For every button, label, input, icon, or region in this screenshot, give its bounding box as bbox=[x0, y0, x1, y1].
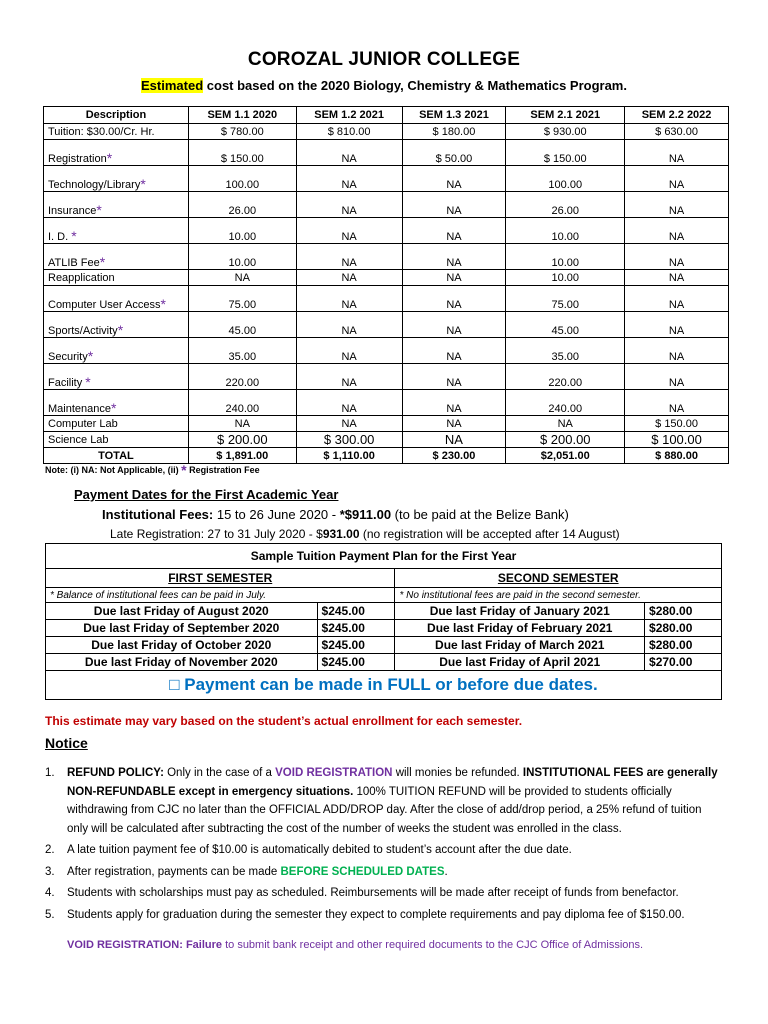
table-cell: $ 810.00 bbox=[296, 124, 402, 140]
inst-fee-label: Institutional Fees: bbox=[102, 507, 214, 522]
table-cell: 10.00 bbox=[506, 244, 625, 270]
registration-fee-star: * bbox=[117, 322, 124, 338]
table-row bbox=[44, 286, 729, 312]
late-reg-amount: 931.00 bbox=[322, 527, 360, 541]
cost-table bbox=[43, 106, 729, 464]
table-cell: NA bbox=[625, 140, 729, 166]
subtitle bbox=[0, 78, 768, 93]
total-cell: $ 1,891.00 bbox=[188, 448, 296, 464]
table-cell: NA bbox=[625, 192, 729, 218]
total-cell: $2,051.00 bbox=[506, 448, 625, 464]
due-amount: $245.00 bbox=[317, 654, 395, 671]
total-cell: $ 1,110.00 bbox=[296, 448, 402, 464]
row-label: I. D. bbox=[48, 231, 72, 243]
table-cell: 45.00 bbox=[506, 312, 625, 338]
late-reg-text: Late Registration: 27 to 31 July 2020 - $ bbox=[110, 527, 323, 541]
plan-row bbox=[46, 654, 722, 671]
table-cell: 220.00 bbox=[188, 364, 296, 390]
table-cell: NA bbox=[188, 270, 296, 286]
row-label: Security bbox=[48, 351, 88, 363]
table-cell: NA bbox=[296, 270, 402, 286]
notice-item-number: 5. bbox=[45, 908, 55, 921]
row-description bbox=[44, 312, 189, 338]
table-cell: NA bbox=[188, 416, 296, 432]
table-row bbox=[44, 192, 729, 218]
void-registration-text: VOID REGISTRATION bbox=[275, 767, 393, 779]
row-label: Science Lab bbox=[48, 433, 109, 446]
notice-text: Only in the case of a bbox=[163, 767, 276, 779]
due-date: Due last Friday of October 2020 bbox=[46, 637, 318, 654]
notice-heading: Notice bbox=[45, 735, 88, 751]
due-date: Due last Friday of January 2021 bbox=[395, 603, 645, 620]
table-cell: NA bbox=[625, 270, 729, 286]
table-cell: NA bbox=[296, 338, 402, 364]
table-cell: NA bbox=[506, 416, 625, 432]
due-date: Due last Friday of November 2020 bbox=[46, 654, 318, 671]
table-cell: NA bbox=[625, 390, 729, 416]
notice-item bbox=[45, 906, 725, 925]
void-label: VOID REGISTRATION: Failure bbox=[67, 939, 223, 951]
subtitle-highlight: Estimated bbox=[141, 78, 204, 93]
table-cell: 75.00 bbox=[188, 286, 296, 312]
table-cell: NA bbox=[402, 218, 506, 244]
table-cell: NA bbox=[402, 312, 506, 338]
refund-policy-label: REFUND POLICY: bbox=[67, 767, 164, 779]
row-description bbox=[44, 244, 189, 270]
table-cell: $ 630.00 bbox=[625, 124, 729, 140]
table-cell: NA bbox=[296, 312, 402, 338]
table-cell: 240.00 bbox=[188, 390, 296, 416]
table-cell: 100.00 bbox=[506, 166, 625, 192]
due-amount: $280.00 bbox=[645, 637, 722, 654]
table-note bbox=[45, 462, 260, 478]
column-header: Description bbox=[44, 107, 189, 124]
due-date: Due last Friday of August 2020 bbox=[46, 603, 318, 620]
table-cell: 26.00 bbox=[188, 192, 296, 218]
row-description bbox=[44, 432, 189, 448]
first-semester-note: * Balance of institutional fees can be paid in July. bbox=[46, 588, 395, 603]
registration-fee-star: * bbox=[99, 254, 106, 270]
notice-item bbox=[45, 764, 725, 838]
table-row bbox=[44, 338, 729, 364]
note-text: Note: (i) NA: Not Applicable, (ii) bbox=[45, 465, 182, 475]
late-registration-line bbox=[110, 527, 620, 541]
table-cell: NA bbox=[296, 140, 402, 166]
table-cell: 10.00 bbox=[506, 270, 625, 286]
due-date: Due last Friday of September 2020 bbox=[46, 620, 318, 637]
table-cell: $ 200.00 bbox=[506, 432, 625, 448]
estimate-warning: This estimate may vary based on the student’s actual enrollment for each semester. bbox=[45, 714, 523, 728]
institutional-fees-line bbox=[102, 507, 569, 522]
row-label: Facility bbox=[48, 377, 86, 389]
row-description bbox=[44, 390, 189, 416]
payment-full-row bbox=[46, 671, 722, 700]
table-cell: NA bbox=[625, 286, 729, 312]
table-row bbox=[44, 416, 729, 432]
registration-fee-star: * bbox=[71, 228, 77, 244]
row-description bbox=[44, 218, 189, 244]
row-description bbox=[44, 364, 189, 390]
due-amount: $270.00 bbox=[645, 654, 722, 671]
inst-fee-dates: 15 to 26 June 2020 - bbox=[213, 507, 340, 522]
total-row bbox=[44, 448, 729, 464]
before-scheduled-dates-text: BEFORE SCHEDULED DATES bbox=[280, 865, 445, 878]
note-suffix: Registration Fee bbox=[186, 465, 260, 475]
void-registration-note bbox=[67, 939, 643, 951]
table-row bbox=[44, 140, 729, 166]
table-cell: NA bbox=[402, 432, 506, 448]
table-row bbox=[44, 244, 729, 270]
notice-item bbox=[45, 884, 725, 903]
column-header: SEM 2.2 2022 bbox=[625, 107, 729, 124]
column-header: SEM 2.1 2021 bbox=[506, 107, 625, 124]
due-date: Due last Friday of February 2021 bbox=[395, 620, 645, 637]
table-cell: NA bbox=[296, 218, 402, 244]
row-label: Registration bbox=[48, 153, 107, 165]
table-cell: NA bbox=[402, 270, 506, 286]
notice-item-number: 2. bbox=[45, 844, 55, 856]
column-header: SEM 1.3 2021 bbox=[402, 107, 506, 124]
due-amount: $245.00 bbox=[317, 637, 395, 654]
table-cell: NA bbox=[402, 364, 506, 390]
plan-row bbox=[46, 603, 722, 620]
table-cell: 100.00 bbox=[188, 166, 296, 192]
table-cell: NA bbox=[625, 338, 729, 364]
notice-text: 100% TUITION REFUND will be provided to students officially withdrawing from CJC no later than the OFFICIAL ADD/DROP day. After the close of add/drop period, a 25% refund of tuition only will be calculated after subtracting the cost of the number of weeks the student was enrolled in the class. bbox=[67, 785, 702, 835]
inst-fee-suffix: (to be paid at the Belize Bank) bbox=[391, 507, 569, 522]
table-cell: NA bbox=[402, 192, 506, 218]
payment-plan-table bbox=[45, 543, 722, 700]
table-cell: $ 300.00 bbox=[296, 432, 402, 448]
row-description bbox=[44, 338, 189, 364]
table-cell: 35.00 bbox=[188, 338, 296, 364]
table-cell: 35.00 bbox=[506, 338, 625, 364]
table-cell: 26.00 bbox=[506, 192, 625, 218]
table-cell: 10.00 bbox=[188, 218, 296, 244]
due-amount: $280.00 bbox=[645, 603, 722, 620]
table-cell: NA bbox=[296, 364, 402, 390]
table-cell: NA bbox=[402, 338, 506, 364]
notice-item-number: 3. bbox=[45, 865, 55, 878]
table-cell: NA bbox=[296, 286, 402, 312]
table-cell: $ 780.00 bbox=[188, 124, 296, 140]
row-label: Maintenance bbox=[48, 403, 111, 415]
table-row bbox=[44, 432, 729, 448]
table-cell: NA bbox=[296, 390, 402, 416]
table-cell: NA bbox=[402, 390, 506, 416]
row-description bbox=[44, 270, 189, 286]
notice-text: will monies be refunded. bbox=[392, 767, 523, 779]
table-row bbox=[44, 270, 729, 286]
notice-item-number: 4. bbox=[45, 887, 55, 899]
registration-fee-star: * bbox=[96, 202, 102, 218]
registration-fee-star: * bbox=[87, 348, 94, 364]
row-label: Insurance bbox=[48, 205, 97, 217]
cost-table-body bbox=[44, 124, 729, 464]
table-cell: NA bbox=[296, 192, 402, 218]
row-description bbox=[44, 166, 189, 192]
second-semester-heading: SECOND SEMESTER bbox=[395, 569, 722, 588]
row-label: Technology/Library bbox=[48, 179, 141, 191]
notice-text: Students with scholarships must pay as scheduled. Reimbursements will be made after receipt of funds from benefactor. bbox=[67, 887, 679, 899]
table-row bbox=[44, 166, 729, 192]
registration-fee-star: * bbox=[160, 296, 166, 312]
inst-fee-amount: *$911.00 bbox=[339, 507, 392, 522]
table-cell: $ 180.00 bbox=[402, 124, 506, 140]
table-cell: NA bbox=[625, 364, 729, 390]
table-cell: NA bbox=[402, 286, 506, 312]
row-description bbox=[44, 192, 189, 218]
table-cell: $ 100.00 bbox=[625, 432, 729, 448]
table-cell: NA bbox=[296, 166, 402, 192]
column-header: SEM 1.1 2020 bbox=[188, 107, 296, 124]
plan-title: Sample Tuition Payment Plan for the First Year bbox=[46, 544, 722, 569]
table-cell: $ 150.00 bbox=[188, 140, 296, 166]
table-row bbox=[44, 312, 729, 338]
notice-text: A late tuition payment fee of $10.00 is automatically debited to student’s account after the due date. bbox=[67, 844, 572, 856]
plan-row bbox=[46, 620, 722, 637]
row-description bbox=[44, 416, 189, 432]
table-cell: NA bbox=[402, 166, 506, 192]
table-cell: $ 50.00 bbox=[402, 140, 506, 166]
registration-fee-star: * bbox=[106, 150, 113, 166]
table-cell: 10.00 bbox=[188, 244, 296, 270]
due-date: Due last Friday of March 2021 bbox=[395, 637, 645, 654]
table-cell: 75.00 bbox=[506, 286, 625, 312]
column-header: SEM 1.2 2021 bbox=[296, 107, 402, 124]
table-cell: NA bbox=[296, 416, 402, 432]
notice-text: . bbox=[444, 865, 448, 878]
due-amount: $245.00 bbox=[317, 603, 395, 620]
total-label: TOTAL bbox=[44, 448, 189, 464]
table-row bbox=[44, 390, 729, 416]
table-cell: 220.00 bbox=[506, 364, 625, 390]
notice-text: Students apply for graduation during the semester they expect to complete requirements and pay diploma fee of $150.00. bbox=[67, 908, 685, 921]
void-text: to submit bank receipt and other required documents to the CJC Office of Admissions. bbox=[222, 939, 644, 951]
row-label: Sports/Activity bbox=[48, 325, 118, 337]
table-cell: $ 930.00 bbox=[506, 124, 625, 140]
table-row bbox=[44, 218, 729, 244]
registration-fee-star: * bbox=[85, 374, 91, 390]
notice-list bbox=[45, 764, 725, 927]
institutional-fees-text: INSTITUTIONAL FEES are generally NON-REFUNDABLE except in emergency situations. bbox=[67, 767, 718, 798]
late-reg-suffix: (no registration will be accepted after 14 August) bbox=[359, 527, 620, 541]
table-cell: NA bbox=[296, 244, 402, 270]
subtitle-text: cost based on the 2020 Biology, Chemistry & Mathematics Program. bbox=[203, 78, 627, 93]
table-cell: NA bbox=[625, 244, 729, 270]
row-description bbox=[44, 286, 189, 312]
notice-item-number: 1. bbox=[45, 767, 55, 779]
notice-item bbox=[45, 841, 725, 860]
table-row bbox=[44, 124, 729, 140]
row-label: Computer Lab bbox=[48, 417, 118, 430]
table-row bbox=[44, 364, 729, 390]
row-label: ATLIB Fee bbox=[48, 257, 100, 269]
table-cell: NA bbox=[625, 166, 729, 192]
registration-fee-star: * bbox=[140, 176, 146, 192]
second-semester-note: * No institutional fees are paid in the second semester. bbox=[395, 588, 722, 603]
note-star: * bbox=[181, 462, 187, 478]
due-date: Due last Friday of April 2021 bbox=[395, 654, 645, 671]
total-cell: $ 880.00 bbox=[625, 448, 729, 464]
notice-text: After registration, payments can be made bbox=[67, 865, 281, 878]
plan-row bbox=[46, 637, 722, 654]
table-cell: NA bbox=[402, 416, 506, 432]
row-label: Reapplication bbox=[48, 271, 115, 284]
table-cell: 10.00 bbox=[506, 218, 625, 244]
table-cell: 240.00 bbox=[506, 390, 625, 416]
table-cell: 45.00 bbox=[188, 312, 296, 338]
payment-full-text: □ Payment can be made in FULL or before due dates. bbox=[46, 671, 722, 700]
table-cell: NA bbox=[625, 218, 729, 244]
table-cell: $ 150.00 bbox=[506, 140, 625, 166]
total-cell: $ 230.00 bbox=[402, 448, 506, 464]
table-cell: $ 200.00 bbox=[188, 432, 296, 448]
row-description bbox=[44, 140, 189, 166]
notice-item bbox=[45, 863, 725, 882]
table-cell: NA bbox=[402, 244, 506, 270]
due-amount: $245.00 bbox=[317, 620, 395, 637]
table-cell: $ 150.00 bbox=[625, 416, 729, 432]
first-semester-heading: FIRST SEMESTER bbox=[46, 569, 395, 588]
row-label: Computer User Access bbox=[48, 299, 161, 311]
page-title: COROZAL JUNIOR COLLEGE bbox=[247, 49, 521, 70]
due-amount: $280.00 bbox=[645, 620, 722, 637]
registration-fee-star: * bbox=[111, 400, 117, 416]
row-description bbox=[44, 124, 189, 140]
cost-table-header bbox=[44, 107, 729, 124]
table-cell: NA bbox=[625, 312, 729, 338]
row-label: Tuition: $30.00/Cr. Hr. bbox=[48, 125, 155, 138]
payment-dates-heading: Payment Dates for the First Academic Year bbox=[74, 487, 339, 502]
